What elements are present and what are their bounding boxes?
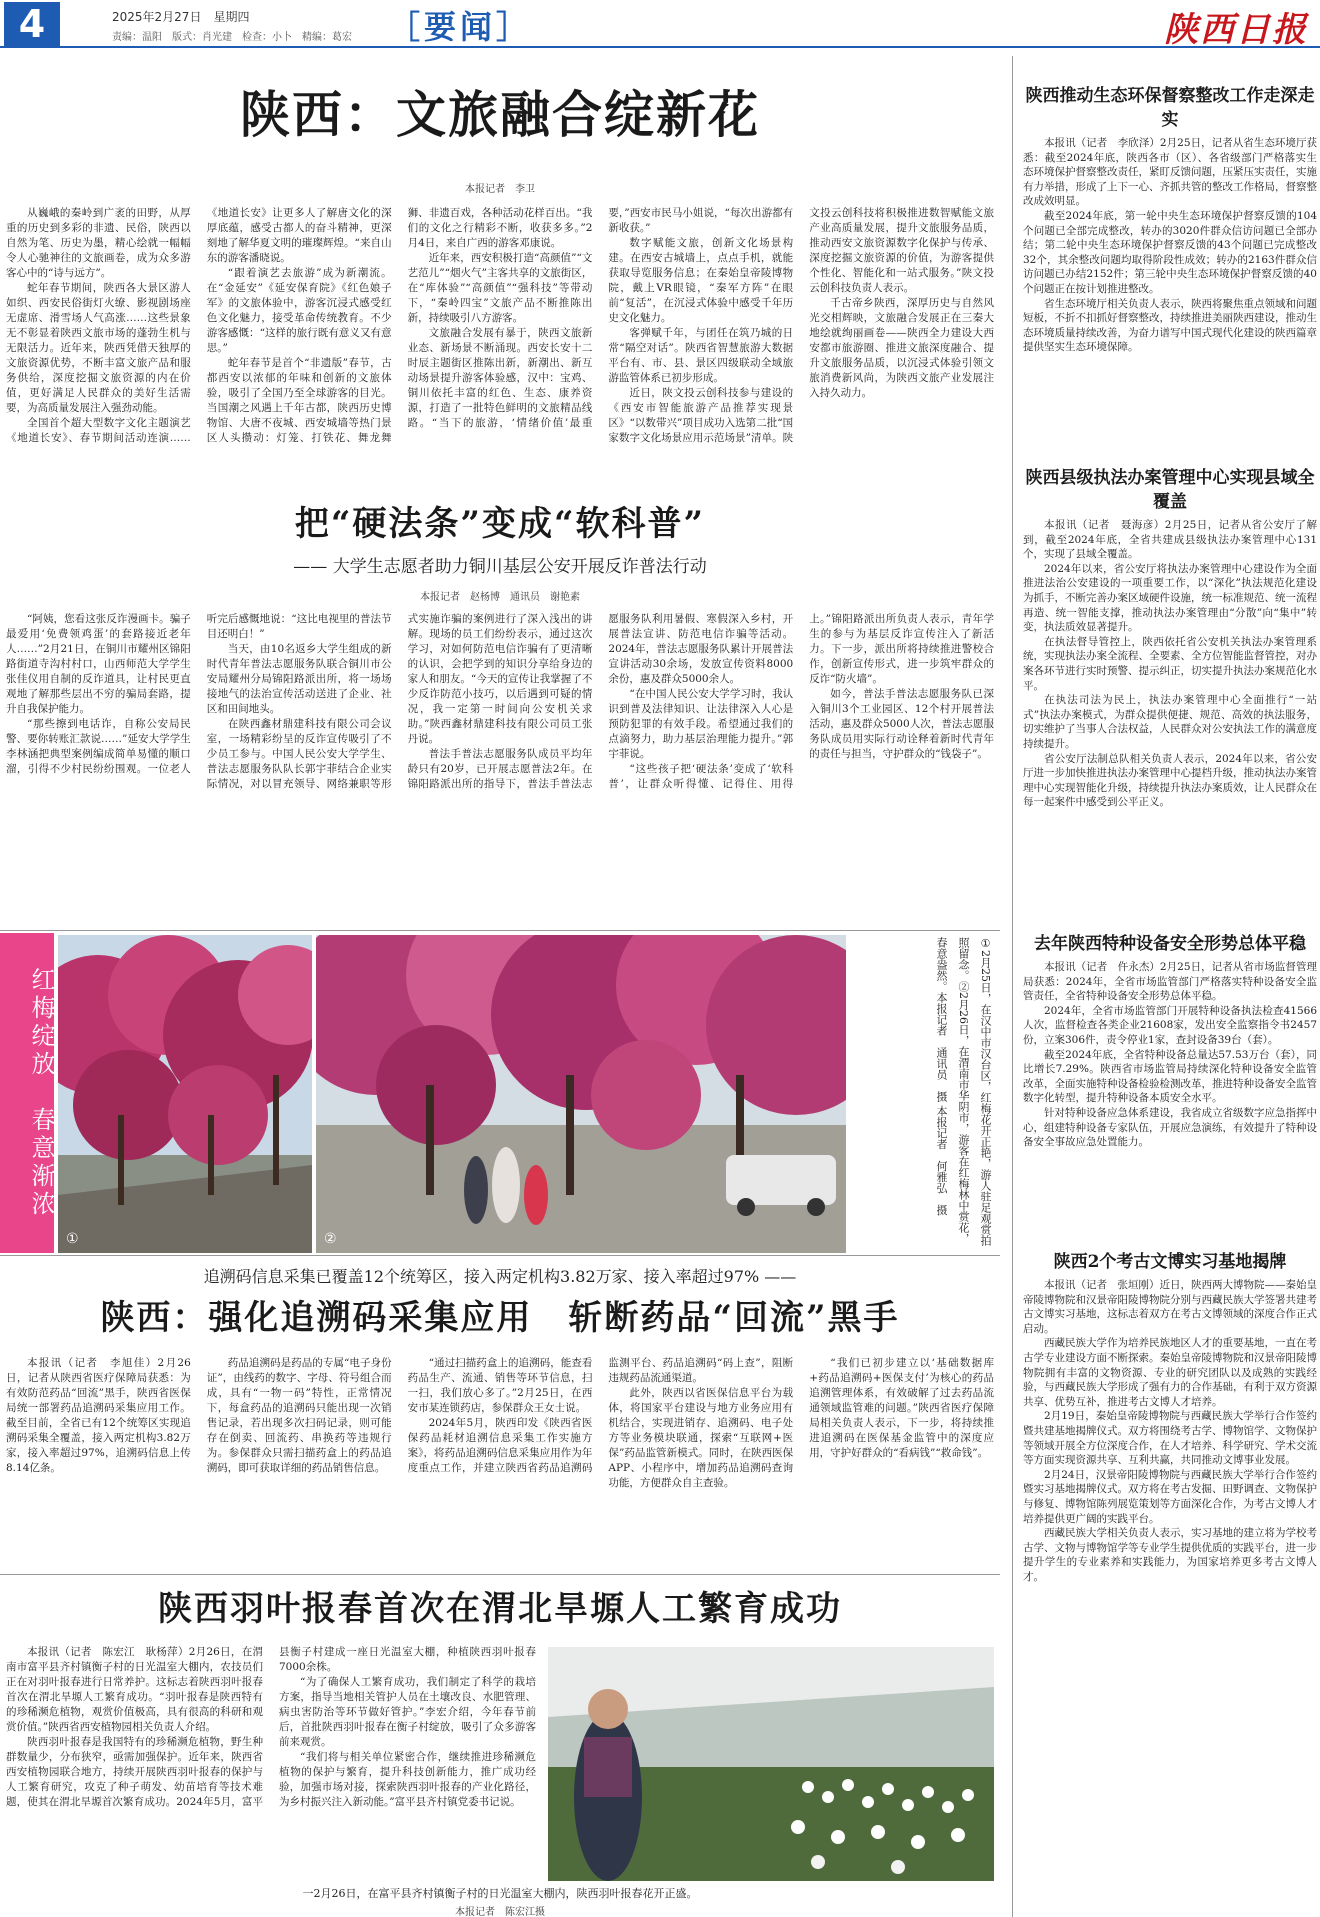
paragraph: 本报讯（记者 李欣泽）2月25日，记者从省生态环境厅获悉：截至2024年底，陕西各市（区）、各省级部门严格落实生态环境保护督察整改责任，紧盯反馈问题，压紧压实责任，实施有力举措，形成了上下一心、齐抓共管的整改工作格局，督察整改成效明显。 — [1023, 137, 1317, 208]
paragraph: 本报讯（记者 陈宏江 耿杨萍）2月26日，在渭南市富平县齐村镇衡子村的日光温室大棚内，农技员们正在对羽叶报春进行日常养护。这标志着陕西羽叶报春首次在渭北旱塬人工繁育成功。“羽叶报春是陕西特有的珍稀濒危植物，观赏价值极高，具有很高的科研和观赏价值。”陕西省西安植物园相关负责人介绍。 — [6, 1646, 263, 1733]
brief-special-equipment-safety — [1023, 928, 1317, 1246]
issue-date: 2025年2月27日 星期四 — [112, 10, 250, 24]
paragraph: 近日，陕文投云创科技参与建设的《西安市智能旅游产品推荐实现景区》“以数带兴”项目成功入选第二批“国家数字文化场景应用示范场景”清单。陕文投云创科技将积极推进数智赋能文旅产业高质量发展，提升文旅服务品质，推动西安文旅资源数字化保护与传承、深度挖掘文旅资源的价值，为游客提供个性化、智能化和一站式服务。”陕文投云创科技负责人表示。 — [608, 207, 994, 444]
editor-credits: 责编：温阳 版式：肖光建 检查：小卜 精编：葛宏 — [112, 32, 352, 43]
photo-caption — [852, 937, 996, 1249]
paragraph: 2024年，全省市场监管部门开展特种设备执法检查41566人次，监督检查各类企业21608家，发出安全监察指令书2457份，立案306件，责令停业1家，查封设备39台（套）。 — [1023, 1004, 1317, 1046]
paragraph: 数字赋能文旅，创新文化场景构建。在西安古城墙上，点点手机，就能获取导览服务信息；在秦始皇帝陵博物院，戴上VR眼镜，“秦军方阵”在眼前“复活”，在沉浸式体验中感受千年历史文化魅力。 — [608, 237, 794, 324]
paragraph: 全国首个超大型数字文化主题演艺《地道长安》、春节期间活动连演……《地道长安》让更多人了解唐文化的深厚底蕴，感受古都人的奋斗精神，更深刻地了解华夏文明的璀璨辉煌。“来自山东的游客潘晓说。 — [6, 207, 392, 444]
section-title: ［要闻］ — [388, 8, 533, 46]
article-headline: 把“硬法条”变成“软科普” — [294, 504, 706, 544]
paragraph: 客弹赋千年，与团任在筑乃城的日常“隔空对话”。陕西省智慧旅游大数据平台有、市、县、景区四级联动全域旅游监管体系已初步形成。 — [608, 327, 794, 384]
brief-headline: 陕西2个考古文博实习基地揭牌 — [1053, 1252, 1287, 1272]
brief-eco-inspection — [1023, 80, 1317, 464]
paragraph: 省公安厅法制总队相关负责人表示，2024年以来，省公安厅进一步加快推进执法办案管理中心提档升级，推动执法办案管理中心实现智能化升级，持续提升执法办案质效，让人民群众在每一起案件中感受到公平正义。 — [1023, 752, 1317, 809]
paragraph: 如今，普法手普法志愿服务队已深入铜川3个工业园区、12个村开展普法活动，惠及群众5000人次，普法志愿服务队成员用实际行动诠释着新时代青年的责任与担当，守护群众的“钱袋子”。 — [809, 688, 994, 760]
brief-law-enforcement-center — [1023, 462, 1317, 934]
article-subhead: —— 大学生志愿者助力铜川基层公安开展反诈普法行动 — [293, 557, 707, 577]
article-headline: 陕西：文旅融合绽新花 — [240, 85, 760, 144]
article-body — [6, 1356, 994, 1568]
paragraph: 在执法司法为民上，执法办案管理中心全面推行“一站式”执法办案模式，为群众提供便捷、规范、高效的执法服务，切实维护了当事人合法权益，人民群众对公安执法工作的满意度持续提升。 — [1023, 694, 1317, 750]
photo-feature-title: 红梅绽放 春意渐浓 — [0, 933, 54, 1253]
brief-body — [1023, 136, 1317, 488]
paragraph: “我们已初步建立以‘基础数据库+药品追溯码+医保支付’为核心的药品追溯管理体系，有效破解了过去药品流通领域监管难的问题。”陕西省医疗保障局相关负责人表示，下一步，将持续推进追溯码在医保基金监管中的深度应用，守护好群众的“看病钱”“救命钱”。 — [809, 1357, 994, 1459]
paragraph: 近年来，西安积极打造“高颜值”“文艺范儿”“烟火气”主客共享的文旅街区，在“库体验”“高颜值”“强科技”等带动下，“秦岭四宝”文旅产品不断推陈出新，持续吸引八方游客。 — [407, 252, 593, 324]
paragraph: 从巍峨的秦岭到广袤的田野，从厚重的历史到多彩的非遗、民俗，陕西以自然为笔、历史为墨，精心绘就一幅幅令人心驰神往的文旅画卷，成为众多游客心中的“诗与远方”。 — [6, 207, 191, 279]
paragraph: 2月24日，汉景帝阳陵博物院与西藏民族大学举行合作签约暨实习基地揭牌仪式。双方将在考古发掘、田野调查、文物保护与修复、博物馆陈列展览策划等方面深化合作，为考古文博人才培养提供更广阔的实践平台。 — [1023, 1468, 1317, 1525]
article-body — [6, 206, 994, 476]
photo-marker-1: ① — [66, 1231, 79, 1247]
paragraph: 2024年以来，省公安厅将执法办案管理中心建设作为全面推进法治公安建设的一项重要工作，以“深化”执法规范化建设为抓手，不断完善办案区域硬件设施，统一标准规范、统一流程再造、统一智能支撑，推动执法办案管理由“分散”向“集中”转变，执法质效显著提升。 — [1023, 562, 1317, 634]
plum-blossom-photo-1 — [58, 935, 312, 1253]
right-sidebar — [1012, 56, 1316, 1917]
paragraph: “在中国人民公安大学学习时，我认识到普及法律知识、让法律深入人心是预防犯罪的有效手段。希望通过我们的点滴努力，助力基层治理能力提升。”郭宇菲说。 — [608, 688, 794, 760]
paragraph: “那些擦到电话诈，自称公安局民警、要你转账汇款说……”延安大学学生李林涵把典型案例编成简单易懂的顺口溜，引得不少村民纷纷围观。一位老人听完后感慨地说：“这比电视里的普法节目还明白！” — [6, 613, 392, 775]
article-headline: 陕西：强化追溯码采集应用 斩断药品“回流”黑手 — [100, 1298, 900, 1338]
paragraph: 蛇年春节是首个“非遗版”春节，古都西安以浓郁的年味和创新的文旅体验，吸引了全国乃至全球游客的目光。当国潮之风遇上千年古都，陕西历史博物馆、大唐不夜城、西安城墙等热门景区人头攒动：灯笼、打铁花、舞龙舞狮、非遗百戏，各种活动花样百出。“我们的文化之行精彩不断，收获多多。”2月4日，来自广西的游客邓康说。 — [206, 207, 593, 444]
paragraph: 药品追溯码是药品的专属“电子身份证”，由线药的数字、字母、符号组合而成，具有“一物一码”特性，正常情况下，每盒药品的追溯码只能出现一次销售记录，若出现多次扫码记录，则可能存在倒卖、回流药、串换药等违规行为。参保群众只需扫描药盒上的药品追溯码，即可获取详细的药品销售信息。 — [206, 1357, 392, 1474]
paragraph: “跟着演艺去旅游”成为新潮流。在“金延安”《延安保育院》《红色娘子军》的文旅体验中，游客沉浸式感受红色文化魅力，接受革命传统教育。不少游客感慨：“这样的旅行既有意义又有意思。” — [206, 267, 392, 354]
photo-credit: 本报记者 何雅弘 摄 — [935, 1105, 948, 1216]
brief-headline: 去年陕西特种设备安全形势总体平稳 — [1034, 934, 1306, 954]
plum-blossom-photo-2 — [316, 935, 846, 1253]
newspaper-logo: 陕西日报 — [1164, 10, 1308, 50]
paragraph: “这些孩子把‘硬法条’变成了‘软科普’，让群众听得懂、记得住、用得上。”锦阳路派出所负责人表示，青年学生的参与为基层反诈宣传注入了新活力。下一步，派出所将持续推进警校合作，创新宣传形式，进一步筑牢群众的反诈“防火墙”。 — [608, 613, 994, 790]
main-column — [0, 56, 1000, 1917]
article-anti-fraud — [0, 484, 1000, 930]
caption-text: ①2月25日，在汉中市汉台区，红梅花开正艳，游人驻足观赏拍照留念。②2月26日，在渭南市华阴市，游客在红梅林中赏花，春意盎然。本报记者 通讯员 摄 — [935, 937, 992, 1246]
photo-feature — [0, 930, 1000, 1256]
photo-marker-2: ② — [324, 1231, 337, 1247]
article-body — [6, 1645, 536, 1865]
brief-headline: 陕西县级执法办案管理中心实现县域全覆盖 — [1025, 468, 1315, 512]
article-headline: 陕西羽叶报春首次在渭北旱塬人工繁育成功 — [158, 1589, 842, 1629]
paragraph: 本报讯（记者 仵永杰）2月25日，记者从省市场监督管理局获悉：2024年，全省市场监管部门严格落实特种设备安全监管责任，全省特种设备安全形势总体平稳。 — [1023, 961, 1317, 1003]
paragraph: 千古帝乡陕西，深厚历史与自然风光交相辉映，文旅融合发展正在三秦大地绘就绚丽画卷——陕西全力建设大西安都市旅游圈、推进文旅深度融合、提升文旅服务品质，以沉浸式体验引领文旅消费新风尚，为陕西文旅产业发展注入持久动力。 — [809, 297, 994, 399]
paragraph: 省生态环境厅相关负责人表示，陕西将聚焦重点领域和问题短板，不折不扣抓好督察整改，持续推进美丽陕西建设，推动生态环境质量持续改善，为奋力谱写中国式现代化建设的陕西篇章提供坚实生态环境保障。 — [1023, 297, 1317, 354]
paragraph: “阿姨，您看这张反诈漫画卡。骗子最爱用‘免费领鸡蛋’的套路接近老年人……”2月21日，在铜川市耀州区锦阳路街道寺沟村村口，山西师范大学学生张佳仪用自制的反诈道具，让村民更直观地了解那些层出不穷的骗局套路，提升自我保护能力。 — [6, 613, 191, 715]
paragraph: 截至2024年底，全省特种设备总量达57.53万台（套），同比增长7.29%。陕西省市场监管局持续深化特种设备安全监管改革，全面实施特种设备检验检测改革，推进特种设备安全监管数字化转型，提升特种设备本质安全水平。 — [1023, 1048, 1317, 1105]
page-number: 4 — [4, 2, 60, 46]
article-byline: 本报记者 赵杨博 通讯员 谢艳素 — [420, 592, 580, 603]
article-body — [6, 612, 994, 924]
paragraph: 截至2024年底，第一轮中央生态环境保护督察反馈的104个问题已全部完成整改，转办的3020件群众信访问题已全部办结；第二轮中央生态环境保护督察反馈的43个问题已完成整改32个，其余整改问题均取得阶段性成效；转办的2163件群众信访问题已办结2152件；第三轮中央生态环境保护督察反馈的40个问题正在按计划推进整改。 — [1023, 209, 1317, 295]
article-primrose-breeding — [0, 1574, 1000, 1917]
photo-credit: 本报记者 陈宏江摄 — [455, 1907, 545, 1917]
paragraph: 蛇年春节期间，陕西各大景区游人如织、西安民俗街灯火缭、影视剧场座无虚席、滑雪场人气高涨……这些景象无不彰显着陕西文旅市场的蓬勃生机与无限活力。近年来，陕西凭借天独厚的文旅资源优势，不断丰富文旅产品和服务供给，深度挖掘文旅资源的内在价值，更好满足人民群众的美好生活需要，为高质量发展注入强劲动能。 — [6, 282, 191, 414]
article-byline: 本报记者 李卫 — [465, 184, 535, 195]
photo-caption: 一2月26日，在富平县齐村镇衡子村的日光温室大棚内，陕西羽叶报春花开正盛。 — [302, 1887, 698, 1900]
paragraph: 本报讯（记者 聂海彦）2月25日，记者从省公安厅了解到，截至2024年底，全省共建成县级执法办案管理中心131个，实现了县域全覆盖。 — [1023, 519, 1317, 561]
paragraph: “为了确保人工繁育成功，我们制定了科学的栽培方案，指导当地相关管护人员在土壤改良、水肥管理、病虫害防治等环节做好管护。”李宏介绍，今年春节前后，首批陕西羽叶报春在衡子村绽放，吸引了众多游客前来观赏。 — [279, 1676, 536, 1748]
brief-archaeology-base — [1023, 1246, 1317, 1914]
paragraph: 在陕西鑫材鼎建科技有限公司会议室，一场精彩纷呈的反诈宣传吸引了不少员工参与。中国人民公安大学学生、普法志愿服务队队长郭宇菲结合企业实际情况，对以冒充领导、网络兼职等形式实施诈骗的案例进行了深入浅出的讲解。现场的员工们纷纷表示，通过这次学习，对如何防范电信诈骗有了更清晰的认识，会把学到的知识分享给身边的家人和朋友。“今天的宣传让我掌握了不少反诈防范小技巧，以后遇到可疑的情况，我一定第一时间向公安机关求助。”陕西鑫材鼎建科技有限公司员工张丹说。 — [206, 613, 593, 790]
article-culture-tourism — [0, 56, 1000, 484]
paragraph: 陕西羽叶报春是我国特有的珍稀濒危植物，野生种群数量少，分布狭窄，亟需加强保护。近年来，陕西省西安植物园联合地方，持续开展陕西羽叶报春的保护与人工繁育研究，攻克了种子萌发、幼苗培育等技术难题，使其在渭北旱塬首次繁育成功。2024年5月，富平县衡子村建成一座日光温室大棚，种植陕西羽叶报春7000余株。 — [6, 1646, 536, 1808]
paragraph: 针对特种设备应急体系建设，我省成立省级数字应急指挥中心，组建特种设备专家队伍，开展应急演练，有效提升了特种设备安全事故应急处置能力。 — [1023, 1106, 1317, 1149]
article-subhead: 追溯码信息采集已覆盖12个统筹区，接入两定机构3.82万家、接入率超过97% —— — [203, 1267, 797, 1286]
brief-body — [1023, 518, 1317, 950]
paragraph: 本报讯（记者 李旭佳）2月26日，记者从陕西省医疗保障局获悉：为有效防范药品“回流”黑手，陕西省医保局统一部署药品追溯码采集应用工作。截至目前，全省已有12个统筹区实现追溯码采集全覆盖，接入两定机构3.82万家，接入率超过97%，追溯码信息上传8.14亿条。 — [6, 1357, 191, 1474]
greenhouse-photo — [548, 1647, 994, 1881]
paragraph: 当天，由10名返乡大学生组成的新时代青年普法志愿服务队联合铜川市公安局耀州分局锦阳路派出所，将一场场接地气的法治宣传活动送进了企业、社区和田间地头。 — [206, 643, 392, 715]
paragraph: “我们将与相关单位紧密合作，继续推进珍稀濒危植物的保护与繁育，提升科技创新能力，推广成功经验，加强市场对接，探索陕西羽叶报春的产业化路径，为乡村振兴注入新动能。”富平县齐村镇党委书记说。 — [279, 1751, 536, 1808]
paragraph: 在执法督导管控上，陕西依托省公安机关执法办案管理系统，实现执法办案全流程、全要素、全方位智能监督管控，对办案各环节进行实时预警、提示纠正，切实提升执法办案规范化水平。 — [1023, 635, 1317, 692]
paragraph: 西藏民族大学相关负责人表示，实习基地的建立将为学校考古学、文物与博物馆学等专业学生提供优质的实践平台，进一步提升学生的专业素养和实践能力，为国家培养更多考古文博人才。 — [1023, 1527, 1317, 1583]
paragraph: 普法手普法志愿服务队成员平均年龄只有20岁，已开展志愿普法2年。在锦阳路派出所的指导下，普法手普法志愿服务队利用暑假、寒假深入乡村，开展普法宣讲、防范电信诈骗等活动。2024年，普法志愿服务队累计开展普法宣讲活动30余场，发放宣传资料8000余份，惠及群众5000余人。 — [407, 613, 794, 790]
masthead — [0, 0, 1320, 48]
paragraph: 2024年5月，陕西印发《陕西省医保药品耗材追溯信息采集工作实施方案》，将药品追溯码信息采集应用作为年度重点工作，并建立陕西省药品追溯码监测平台、药品追溯码“码上查”，阻断违规药品流通渠道。 — [407, 1357, 794, 1474]
paragraph: 2月19日，秦始皇帝陵博物院与西藏民族大学举行合作签约暨共建基地揭牌仪式。双方将围绕考古学、博物馆学、文物保护等领域开展全方位深度合作，在人才培养、科学研究、学术交流等方面实现资源共享、互利共赢，共同推动文博事业发展。 — [1023, 1410, 1317, 1467]
paragraph: 文旅融合发展有暴于，陕西文旅新业态、新场景不断涌现。西安长安十二时辰主题街区推陈出新，新潮出、新互动场景提升游客体验感，汉中：宝鸡、铜川依托丰富的红色、生态、康养资源，打造了一批特色鲜明的文旅精品线路。“当下的旅游，‘情绪价值’最重要，”西安市民马小姐说，“每次出游都有新收获。” — [407, 207, 794, 429]
brief-headline: 陕西推动生态环保督察整改工作走深走实 — [1025, 86, 1315, 130]
paragraph: 西藏民族大学作为培养民族地区人才的重要基地，一直在考古学专业建设方面不断探索。秦始皇帝陵博物院和汉景帝阳陵博物院拥有丰富的文物资源、专业的研究团队以及成熟的实践经验，与西藏民族大学形成了强有力的合作基础，有利于双方资源共享、优势互补，推进考古文博人才培养。 — [1023, 1337, 1317, 1408]
brief-body — [1023, 1278, 1317, 1898]
paragraph: 此外，陕西以省医保信息平台为载体，将国家平台建设与地方业务应用有机结合，实现进销存、追溯码、电子处方等业务模块联通，探索“互联网+医保”药品监管新模式。同时，在陕西医保APP、小程序中，增加药品追溯码查询功能，方便群众自主查验。 — [608, 1387, 794, 1489]
paragraph: 本报讯（记者 张垣刚）近日，陕西两大博物院——秦始皇帝陵博物院和汉景帝阳陵博物院分别与西藏民族大学签署共建考古文博实习基地，这标志着双方在考古文博领域的深度合作正式启动。 — [1023, 1279, 1317, 1335]
paragraph: “通过扫描药盒上的追溯码，能查看药品生产、流通、销售等环节信息，扫一扫，我们放心多了。”2月25日，在西安市某连锁药店，参保群众王女士说。 — [407, 1357, 593, 1414]
brief-body — [1023, 960, 1317, 1242]
article-drug-traceability — [0, 1256, 1000, 1574]
